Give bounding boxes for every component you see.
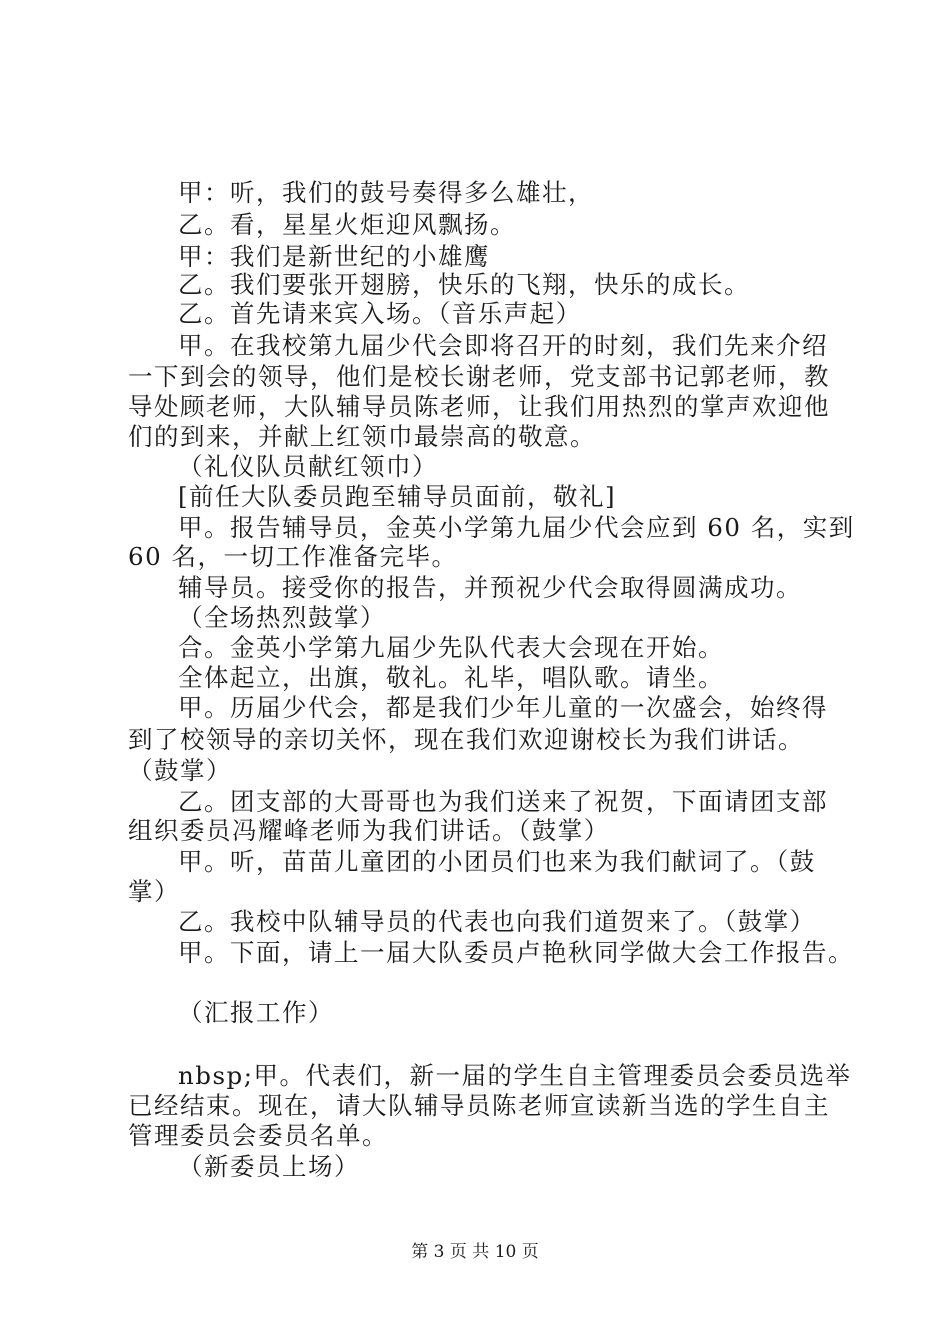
text-line: 甲：我们是新世纪的小雄鹰 xyxy=(178,242,490,271)
text-line: 甲。在我校第九届少代会即将召开的时刻，我们先来介绍 xyxy=(178,331,828,360)
text-line: nbsp;甲。代表们，新一届的学生自主管理委员会委员选举 xyxy=(178,1061,852,1090)
text-line: 乙。我们要张开翅膀，快乐的飞翔，快乐的成长。 xyxy=(178,270,750,299)
text-line: 乙。团支部的大哥哥也为我们送来了祝贺，下面请团支部 xyxy=(178,787,828,816)
page-footer: 第 3 页 共 10 页 xyxy=(411,1242,539,1262)
text-line: 甲。报告辅导员，金英小学第九届少代会应到 60 名，实到 xyxy=(178,513,855,542)
text-line: 乙。首先请来宾入场。（音乐声起） xyxy=(178,299,582,328)
text-line: 们的到来，并献上红领巾最崇高的敬意。 xyxy=(128,422,596,451)
text-line: 合。金英小学第九届少先队代表大会现在开始。 xyxy=(178,633,724,662)
text-line: （新委员上场） xyxy=(178,1152,360,1181)
text-line: 乙。我校中队辅导员的代表也向我们道贺来了。（鼓掌） xyxy=(178,907,816,936)
text-line: 甲。历届少代会，都是我们少年儿童的一次盛会，始终得 xyxy=(178,693,828,722)
text-line: 导处顾老师，大队辅导员陈老师，让我们用热烈的掌声欢迎他 xyxy=(128,392,830,421)
text-line: 管理委员会委员名单。 xyxy=(128,1121,388,1150)
text-line: 一下到会的领导，他们是校长谢老师，党支部书记郭老师，教 xyxy=(128,362,830,391)
text-line: （汇报工作） xyxy=(178,998,334,1027)
text-line: [前任大队委员跑至辅导员面前，敬礼] xyxy=(178,482,617,511)
text-line: 甲。下面，请上一届大队委员卢艳秋同学做大会工作报告。 xyxy=(178,938,854,967)
text-line: 掌） xyxy=(128,877,180,906)
text-line: 辅导员。接受你的报告，并预祝少代会取得圆满成功。 xyxy=(178,573,802,602)
text-line: 甲。听，苗苗儿童团的小团员们也来为我们献词了。（鼓 xyxy=(178,847,816,876)
text-line: 到了校领导的亲切关怀，现在我们欢迎谢校长为我们讲话。 xyxy=(128,725,804,754)
text-line: 全体起立，出旗，敬礼。礼毕，唱队歌。请坐。 xyxy=(178,663,724,692)
text-line: 乙。看，星星火炬迎风飘扬。 xyxy=(178,210,516,239)
text-line: 已经结束。现在，请大队辅导员陈老师宣读新当选的学生自主 xyxy=(128,1091,830,1120)
text-line: 60 名，一切工作准备完毕。 xyxy=(128,542,458,571)
text-line: 组织委员冯耀峰老师为我们讲话。（鼓掌） xyxy=(128,816,610,845)
text-line: （鼓掌） xyxy=(128,756,232,785)
text-line: （全场热烈鼓掌） xyxy=(178,603,386,632)
text-line: 甲：听，我们的鼓号奏得多么雄壮， xyxy=(178,178,594,207)
text-line: （礼仪队员献红领巾） xyxy=(178,452,438,481)
